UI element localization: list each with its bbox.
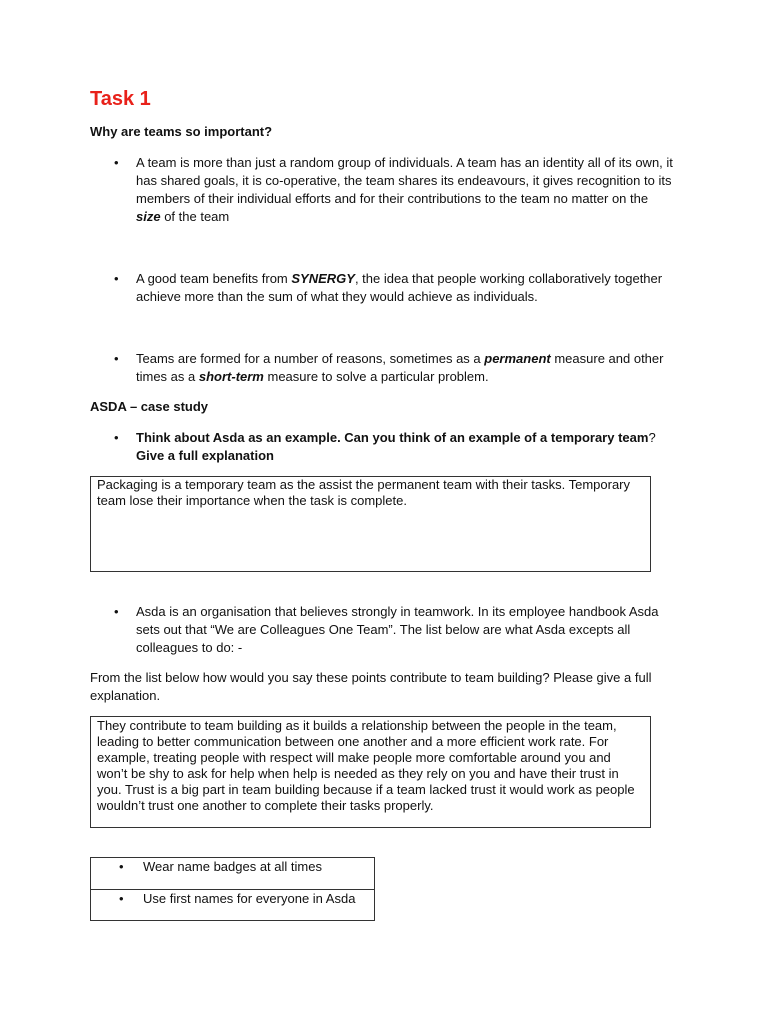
bullet-glyph: • bbox=[114, 430, 119, 445]
task-title: Task 1 bbox=[90, 88, 151, 110]
bullet-glyph: • bbox=[114, 155, 119, 170]
bullet-text: Teams are formed for a number of reasons, sometimes as a permanent measure and other times as a short-term measure to solve a particular problem. bbox=[136, 351, 664, 384]
case-study-heading: ASDA – case study bbox=[90, 399, 209, 414]
list-item bbox=[91, 889, 374, 920]
list-item bbox=[91, 858, 374, 889]
asda-expectations-list bbox=[90, 857, 375, 921]
bullet-team-definition bbox=[114, 154, 674, 226]
team-building-question: From the list below how would you say these points contribute to team building? Please give a full explanation. bbox=[90, 670, 652, 703]
bullet-glyph: • bbox=[114, 351, 119, 366]
bullet-synergy bbox=[114, 270, 674, 306]
bullet-glyph: • bbox=[119, 891, 124, 906]
bullet-temporary-team-question bbox=[114, 429, 684, 465]
bullet-glyph: • bbox=[119, 859, 124, 874]
answer-text: Packaging is a temporary team as the assist the permanent team with their tasks. Temporary team lose their importance when the task is complete. bbox=[97, 477, 630, 508]
bullet-text: A team is more than just a random group of individuals. A team has an identity all of its own, it has shared goals, it is co-operative, the team shares its endeavours, it gives recognition to its members of their individual efforts and for their contributions to the team no matter on the size of the team bbox=[136, 155, 673, 224]
bullet-text: A good team benefits from SYNERGY, the idea that people working collaboratively together achieve more than the sum of what they would achieve as individuals. bbox=[136, 271, 663, 304]
answer-box-temporary-team[interactable] bbox=[90, 476, 651, 572]
list-item-text: Wear name badges at all times bbox=[143, 859, 322, 874]
bullet-text: Asda is an organisation that believes strongly in teamwork. In its employee handbook Asda sets out that “We are Colleagues One Team”. The list below are what Asda excepts all colleagues to do: - bbox=[136, 604, 659, 655]
answer-box-team-building[interactable] bbox=[90, 716, 651, 828]
bullet-teams-formed bbox=[114, 350, 674, 386]
question-heading: Why are teams so important? bbox=[90, 124, 273, 139]
bullet-text: Think about Asda as an example. Can you think of an example of a temporary team? Give a full explanation bbox=[136, 430, 656, 463]
answer-text: They contribute to team building as it builds a relationship between the people in the team, leading to better communication between one another and a more efficient work rate. For example, treating people with respect will make people more comfortable around you and won’t be shy to ask for help when help is needed as they rely on you and have their trust in you. Trust is a big part in team building because if a team lacked trust it would work as people wouldn’t trust one another to complete their tasks properly. bbox=[97, 718, 635, 813]
list-item-text: Use first names for everyone in Asda bbox=[143, 891, 356, 906]
bullet-asda-teamwork bbox=[114, 603, 684, 657]
bullet-glyph: • bbox=[114, 604, 119, 619]
bullet-glyph: • bbox=[114, 271, 119, 286]
